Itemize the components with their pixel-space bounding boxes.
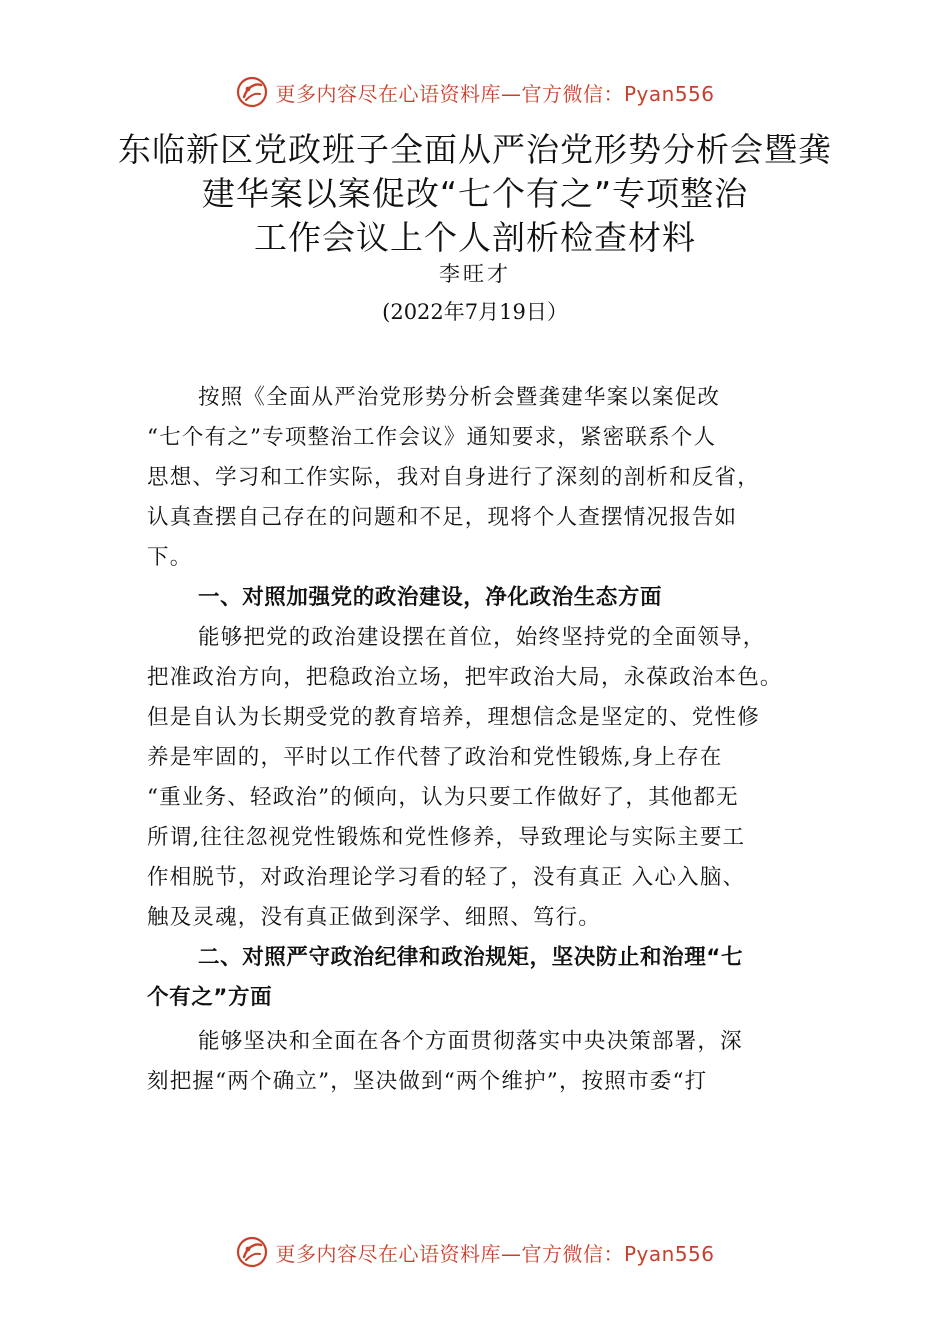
document-date: (2022年7月19日） <box>382 300 568 324</box>
intro-line: 按照《全面从严治党形势分析会暨龚建华案以案促改 <box>198 385 721 410</box>
document-title-line-3: 工作会议上个人剖析检查材料 <box>254 218 696 257</box>
intro-line: 下。 <box>147 545 193 570</box>
banner-wechat: Pyan556 <box>623 81 715 106</box>
section-1-line: 能够把党的政治建设摆在首位，始终坚持党的全面领导， <box>198 625 766 650</box>
section-1-line: 把准政治方向，把稳政治立场，把牢政治大局，永葆政治本色。 <box>147 665 783 690</box>
document-title-line-1: 东临新区党政班子全面从严治党形势分析会暨龚 <box>118 130 832 169</box>
banner-text: 更多内容尽在心语资料库—官方微信：Pyan556 <box>275 81 715 106</box>
document-title-line-2: 建华案以案促改“七个有之”专项整治 <box>201 174 749 213</box>
author-name: 李旺才 <box>439 262 511 286</box>
section-2-line: 能够坚决和全面在各个方面贯彻落实中央决策部署，深 <box>198 1029 743 1054</box>
section-1-heading: 一、对照加强党的政治建设，净化政治生态方面 <box>198 585 663 610</box>
intro-line: 思想、学习和工作实际，我对自身进行了深刻的剖析和反省， <box>147 465 760 490</box>
banner-wechat: Pyan556 <box>623 1241 715 1266</box>
seal-logo-icon <box>235 1235 269 1269</box>
top-banner <box>0 72 950 112</box>
section-1-line: “重业务、轻政治”的倾向，认为只要工作做好了，其他都无 <box>147 785 739 810</box>
section-1-line: 作相脱节，对政治理论学习看的轻了，没有真正 入心入脑、 <box>147 865 746 890</box>
section-2-line: 刻把握“两个确立”，坚决做到“两个维护”，按照市委“打 <box>147 1069 708 1094</box>
seal-logo-icon <box>235 75 269 109</box>
section-1-line: 触及灵魂，没有真正做到深学、细照、笃行。 <box>147 905 602 930</box>
section-1-line: 所谓,往往忽视党性锻炼和党性修养，导致理论与实际主要工 <box>147 825 746 850</box>
section-2-heading-cont: 个有之”方面 <box>147 985 273 1010</box>
section-1-line: 但是自认为长期受党的教育培养，理想信念是坚定的、党性修 <box>147 705 760 730</box>
banner-text: 更多内容尽在心语资料库—官方微信：Pyan556 <box>275 1241 715 1266</box>
intro-line: “七个有之”专项整治工作会议》通知要求，紧密联系个人 <box>147 425 717 450</box>
section-1-line: 养是牢固的，平时以工作代替了政治和党性锻炼,身上存在 <box>147 745 723 770</box>
section-2-heading: 二、对照严守政治纪律和政治规矩，坚决防止和治理“七 <box>198 945 744 970</box>
bottom-banner <box>0 1232 950 1272</box>
intro-line: 认真查摆自己存在的问题和不足，现将个人查摆情况报告如 <box>147 505 738 530</box>
